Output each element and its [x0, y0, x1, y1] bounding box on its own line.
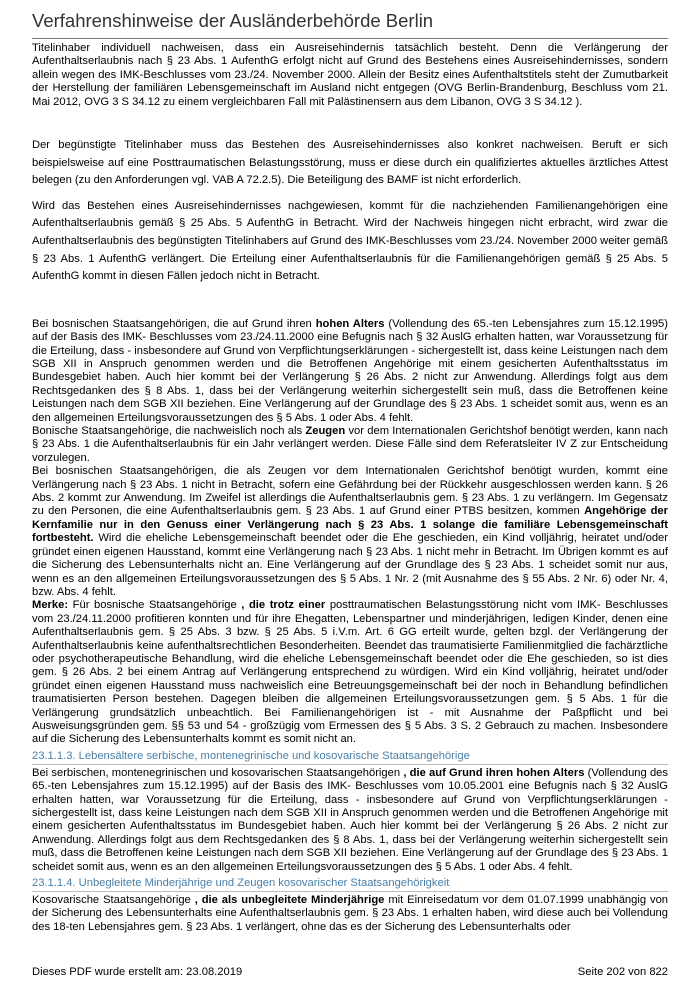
page-footer	[32, 966, 668, 978]
paragraph: Bonische Staatsangehörige, die nachweislich noch als Zeugen vor dem Internationalen Gerichtshof benötigt werden, kann nach § 23 Abs. 1 die Aufenthaltserlaubnis für ein Jahr verlängert werden. Diese Fälle sind dem Referatsleiter IV Z zur Entscheidung vorzulegen.	[32, 425, 669, 464]
paragraph: Bei serbischen, montenegrinischen und kosovarischen Staatsangehörigen , die auf Grund ihren hohen Alters (Vollendung des 65.-ten Lebensjahres zum 15.12.1995) auf der Basis des IMK- Beschlusses vom 10.05.2001 eine Befugnis nach § 32 AuslG erhalten hatten, war Voraussetzung für die Erteilung, dass - insbesondere auf Grund von Verpflichtungserklärungen - sichergestellt ist, dass keine Leistungen nach dem SGB XII in Anspruch genommen werden und die Betroffenen Angehörige mit einem gesicherten Aufenthaltsstatus im Bundesgebiet haben. Auch hier kommt bei der Verlängerung § 26 Abs. 2 nicht zur Anwendung. Allerdings folgt aus dem Rechtsgedanken des § 8 Abs. 1, dass bei der Verlängerung weiterhin sichergestellt sein muß, dass die Betroffenen keine Leistungen nach dem SGB XII beziehen. Eine Verlängerung auf der Grundlage des § 23 Abs. 1 scheidet somit aus, wenn es an den allgemeinen Erteilungsvoraussetzungen des § 5 Abs. 1 oder Abs. 4 fehlt.	[32, 766, 668, 873]
section-heading: 23.1.1.3. Lebensältere serbische, montenegrinische und kosovarische Staatsangehörige	[32, 749, 668, 765]
creation-date: Dieses PDF wurde erstellt am: 23.08.2019	[32, 966, 243, 978]
paragraph: Der begünstigte Titelinhaber muss das Bestehen des Ausreisehindernisses also konkret nachweisen. Beruft er sich beispielsweise auf eine Posttraumatischen Belastungsstörung, muss er diese durch ein qualifiziertes aktuelles ärztliches Attest belegen (zu den Anforderungen vgl. VAB A 72.2.5). Die Beteiligung des BAMF ist nicht erforderlich.	[32, 139, 668, 187]
document-body	[32, 42, 668, 934]
paragraph: Titelinhaber individuell nachweisen, dass ein Ausreisehindernis tatsächlich besteht. Denn die Verlängerung der Aufenthaltserlaubnis nach § 23 Abs. 1 AufenthG erfolgt nicht auf Grund des Bestehens eines Ausreisehindernisses, sondern allein wegen des IMK-Beschlusses vom 23./24. November 2000. Allein der Besitz eines Aufenthaltstitels steht der Zumutbarkeit der Herstellung der familiären Lebensgemeinschaft im Ausland nicht entgegen (OVG Berlin-Brandenburg, Beschluss vom 21. Mai 2012, OVG 3 S 34.12 zu einem vergleichbaren Fall mit Palästinensern aus dem Libanon, OVG 3 S 34.12 ).	[32, 42, 668, 108]
paragraph: Bei bosnischen Staatsangehörigen, die auf Grund ihren hohen Alters (Vollendung des 65.-ten Lebensjahres zum 15.12.1995) auf der Basis des IMK- Beschlusses vom 23./24.11.2000 eine Befugnis nach § 32 AuslG erhalten hatten, war Voraussetzung für die Erteilung, dass - insbesondere auf Grund von Verpflichtungserklärungen - sichergestellt ist, dass keine Leistungen nach dem SGB XII in Anspruch genommen werden und die Betroffenen Angehörige mit einem gesicherten Aufenthaltsstatus im Bundesgebiet haben. Auch hier kommt bei der Verlängerung § 26 Abs. 2 nicht zur Anwendung. Allerdings folgt aus dem Rechtsgedanken des § 8 Abs. 1, dass bei der Verlängerung weiterhin sichergestellt sein muß, dass die Betroffenen keine Leistungen nach dem SGB XII beziehen. Eine Verlängerung auf der Grundlage des § 23 Abs. 1 scheidet somit aus, wenn es an den allgemeinen Erteilungsvoraussetzungen des § 5 Abs. 1 oder Abs. 4 fehlt.	[32, 317, 668, 424]
paragraph: Wird das Bestehen eines Ausreisehindernisses nachgewiesen, kommt für die nachziehenden Familienangehörigen eine Aufenthaltserlaubnis gemäß § 25 Abs. 5 AufenthG in Betracht. Wird der Nachweis hingegen nicht erbracht, wird zwar die Aufenthaltserlaubnis des begünstigten Titelinhabers auf Grund des IMK-Beschlusses vom 23./24. November 2000 weiter gemäß § 23 Abs. 1 AufenthG verlängert. Die Erteilung einer Aufenthaltserlaubnis für die Familienangehörigen gemäß § 25 Abs. 5 AufenthG kommt in diesen Fällen jedoch nicht in Betracht.	[32, 199, 668, 283]
paragraph: Kosovarische Staatsangehörige , die als unbegleitete Minderjährige mit Einreisedatum vor dem 01.07.1999 unabhängig von der Sicherung des Lebensunterhalts eine Aufenthaltserlaubnis gem. § 23 Abs. 1 erhalten haben, wird diese auch bei Vollendung des 18-ten Lebensjahres gem. § 23 Abs. 1 verlängert, ohne das es der Sicherung des Lebensunterhalts oder	[32, 894, 669, 933]
page-number: Seite 202 von 822	[577, 966, 668, 978]
paragraph: Bei bosnischen Staatsangehörigen, die als Zeugen vor dem Internationalen Gerichtshof benötigt wurden, kommt eine Verlängerung nach § 23 Abs. 1 nicht in Betracht, sofern eine Gefährdung bei der Rückkehr ausgeschlossen werden kann. § 26 Abs. 2 kommt zur Anwendung. Im Zweifel ist allerdings die Aufenthaltserlaubnis gem. § 23 Abs. 1 zu verlängern. Im Gegensatz zu den Personen, die eine Aufenthaltserlaubnis gem. § 23 Abs. 1 auf Grund einer PTBS besitzen, kommen Angehörige der Kernfamilie nur in den Genuss einer Verlängerung nach § 23 Abs. 1 solange die familiäre Lebensgemeinschaft fortbesteht. Wird die eheliche Lebensgemeinschaft beendet oder die Ehe geschieden, ein Kind volljährig, heiratet und/oder gründet einen eigenen Hausstand, kommt eine Verlängerung nach § 23 Abs. 1 nicht mehr in Betracht. Im Übrigen kommt es auf die Sicherung des Lebensunterhalts nicht an. Eine Verlängerung auf der Grundlage des § 23 Abs. 1 scheidet somit nur aus, wenn es an den allgemeinen Erteilungsvoraussetzungen des § 5 Abs. 1 Nr. 2 (mit Ausnahme des § 55 Abs. 2 Nr. 6) oder Nr. 4, bzw. Abs. 4 fehlt.	[32, 465, 668, 598]
page-header: Verfahrenshinweise der Ausländerbehörde Berlin	[32, 10, 668, 39]
section-heading: 23.1.1.4. Unbegleitete Minderjährige und Zeugen kosovarischer Staatsangehörigkeit	[32, 876, 668, 892]
paragraph: Merke: Für bosnische Staatsangehörige , die trotz einer posttraumatischen Belastungsstörung nicht vom IMK- Beschlusses vom 23./24.11.2000 profitieren konnten und für ihre Ehegatten, Lebenspartner und minderjährigen, ledigen Kinder, denen eine Aufenthaltserlaubnis gem. § 25 Abs. 3 bzw. § 25 Abs. 5 i.V.m. Art. 6 GG erteilt wurde, gelten bzgl. der Verlängerung der Aufenthaltserlaubnis keine aufenthaltsrechtlichen Besonderheiten. Beendet das traumatisierte Familienmitglied die fachärztliche oder psychotherapeutische Behandlung, wird die eheliche Lebensgemeinschaft beendet oder die Ehe geschieden, so ist dies gem. § 26 Abs. 2 bei einem Antrag auf Verlängerung entsprechend zu würdigen. Wird ein Kind volljährig, heiratet und/oder gründet einen eigenen Hausstand muss nachweislich eine Betreuungsgemeinschaft bei der noch in Behandlung befindlichen traumatisierten Person bestehen. Dagegen bleiben die allgemeinen Erteilungsvoraussetzungen gem. § 5 Abs. 1 für die Verlängerung grundsätzlich unbeachtlich. Bei Familienangehörigen ist - mit Ausnahme der Paßpflicht und bei Ausweisungsgründen gem. §§ 53 und 54 - großzügig vom Ermessen des § 5 Abs. 3 S. 2 Gebrauch zu machen. Insbesondere auf die Sicherung des Lebensunterhalts kommt es somit nicht an.	[32, 599, 668, 746]
